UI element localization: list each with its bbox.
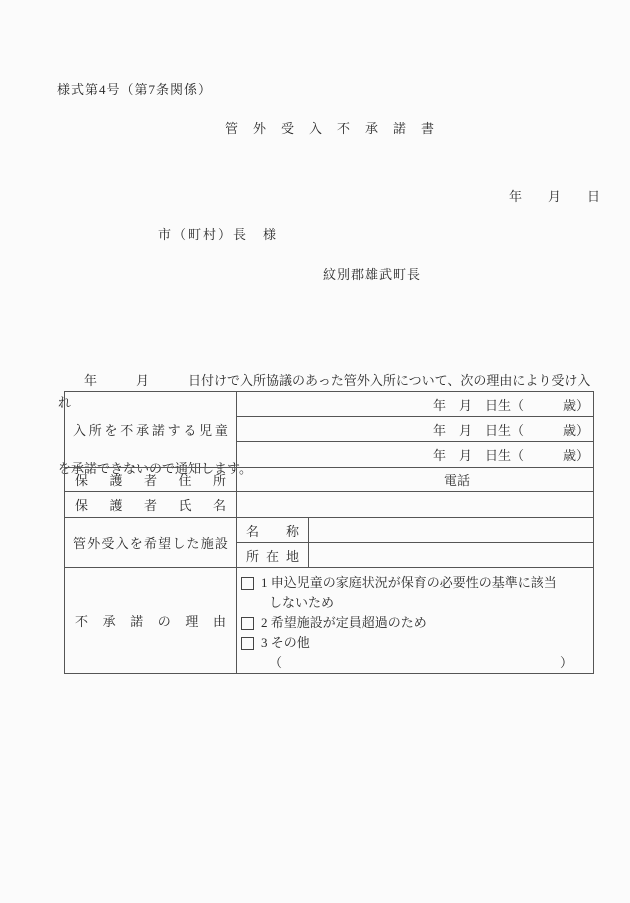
paren-close: ）: [560, 655, 574, 670]
facility-location-label-cell: [237, 543, 309, 568]
date-line: 年 月 日: [508, 189, 600, 204]
reason-item-3: [241, 633, 593, 653]
facility-name-label-cell: [237, 518, 309, 543]
paren-open: （: [269, 655, 283, 670]
child-birth-cell-2: 年 月 日生（ 歳）: [237, 417, 594, 442]
facility-location-label: 所 在 地: [246, 548, 299, 564]
guardian-address-label: 保 護 者 住 所: [75, 473, 226, 488]
child-label: 入 所 を 不 承 諾 す る 児 童: [73, 423, 228, 438]
table-row: [65, 392, 594, 417]
child-birth-cell-1: 年 月 日生（ 歳）: [237, 392, 594, 417]
child-label-cell: [65, 392, 237, 468]
guardian-address-label-cell: [65, 468, 237, 492]
facility-name-value-cell: [309, 518, 594, 543]
facility-location-value-cell: [309, 543, 594, 568]
guardian-name-value-cell: [237, 492, 594, 518]
reason-item-2: [241, 613, 593, 633]
guardian-name-label-cell: [65, 492, 237, 518]
table-row: [65, 468, 594, 492]
reason-label: 不 承 諾 の 理 由: [75, 614, 226, 629]
table-row: [65, 518, 594, 543]
phone-label: 電話: [444, 473, 471, 488]
addressee-line: 市（町村）長 様: [158, 227, 279, 242]
guardian-name-label: 保 護 者 氏 名: [75, 498, 226, 513]
reason-other-blank: [269, 653, 573, 673]
reason-label-cell: [65, 568, 237, 674]
facility-label: 管 外 受 入 を 希 望 し た 施 設: [73, 536, 228, 551]
reason-item-2-text: 2 希望施設が定員超過のため: [261, 615, 427, 630]
table-row: [65, 492, 594, 518]
checkbox-icon: [241, 617, 254, 630]
reason-item-1: [241, 573, 593, 593]
checkbox-icon: [241, 577, 254, 590]
checkbox-icon: [241, 637, 254, 650]
form-number: 様式第4号（第7条関係）: [57, 82, 213, 97]
reason-item-1-text: 1 申込児童の家庭状況が保育の必要性の基準に該当: [261, 575, 557, 590]
notice-table: [64, 391, 594, 674]
reason-item-3-text: 3 その他: [261, 635, 310, 650]
reason-item-1-continuation: しないため: [269, 595, 335, 610]
child-birth-cell-3: 年 月 日生（ 歳）: [237, 442, 594, 468]
table-row: [65, 568, 594, 674]
reason-value-cell: [237, 568, 594, 674]
sender-line: 紋別郡雄武町長: [323, 267, 422, 282]
facility-label-cell: [65, 518, 237, 568]
body-paragraph-line2: を承諾できないので通知します。: [58, 461, 252, 476]
guardian-address-value-cell: [237, 468, 594, 492]
facility-name-label: 名 称: [246, 523, 299, 539]
body-paragraph-line1: 年 月 日付けで入所協議のあった管外入所について、次の理由により受け入れ: [58, 373, 591, 410]
document-title: 管外受入不承諾書: [225, 121, 450, 136]
